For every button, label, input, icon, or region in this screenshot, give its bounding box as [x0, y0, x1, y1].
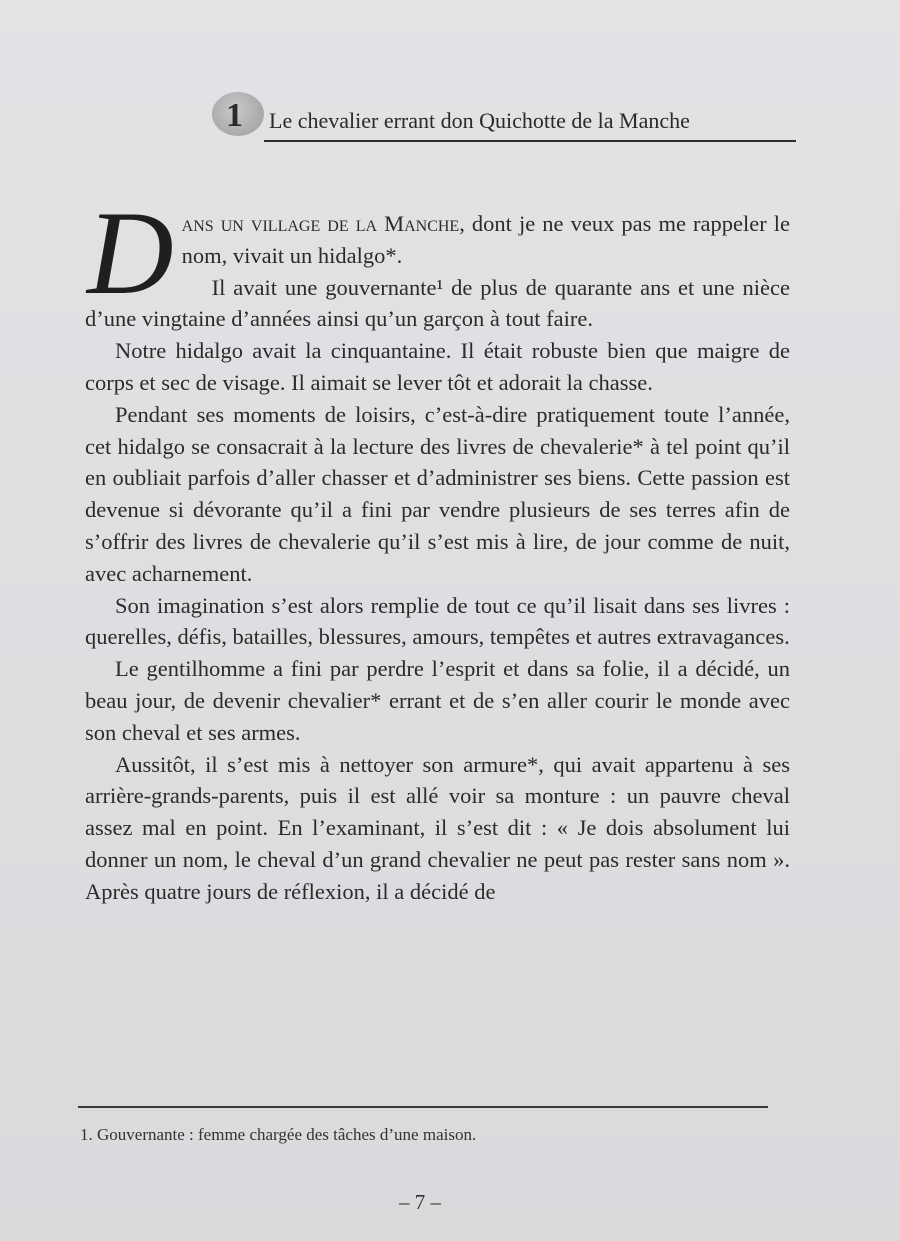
- header-rule: [264, 140, 796, 142]
- paragraph: Son imagination s’est alors remplie de tout ce qu’il lisait dans ses livres : querelles, défis, batailles, blessures, amours, tempêtes et autres extravagances.: [85, 592, 790, 650]
- paragraph-1-text: dont je ne veux pas me rappeler le nom, vivait un hidalgo*.: [181, 211, 790, 268]
- chapter-body: [85, 186, 790, 908]
- paragraph: Notre hidalgo avait la cinquantaine. Il était robuste bien que maigre de corps et sec de visage. Il aimait se lever tôt et adorait la chasse.: [85, 338, 790, 395]
- paragraph: Pendant ses moments de loisirs, c’est-à-dire pratiquement toute l’année, cet hidalgo se consacrait à la lecture des livres de chevalerie* à tel point qu’il en oubliait parfois d’aller chasser et d’administrer ses biens. Cette passion est devenue si dévorante qu’il a fini par vendre plusieurs de ses terres afin de s’offrir des livres de chevalerie qu’il s’est mis à lire, de jour comme de nuit, avec acharnement.: [85, 401, 790, 586]
- paragraph: Il avait une gouvernante¹ de plus de quarante ans et une nièce d’une vingtaine d’années ainsi qu’un garçon à tout faire.: [85, 274, 790, 332]
- opening-small-caps: ans un village de la Manche,: [181, 211, 465, 236]
- chapter-number: 1: [226, 97, 243, 134]
- chapter-header: [212, 86, 796, 142]
- footnote-rule: [78, 1106, 768, 1108]
- chapter-title: Le chevalier errant don Quichotte de la Manche: [269, 108, 690, 133]
- chapter-number-badge: [212, 92, 264, 136]
- paragraph: Le gentilhomme a fini par perdre l’esprit et dans sa folie, il a décidé, un beau jour, de devenir chevalier* errant et de s’en aller courir le monde avec son cheval et ses armes.: [85, 656, 790, 745]
- drop-cap: D: [87, 186, 174, 319]
- page-number: – 7 –: [399, 1190, 441, 1214]
- footnote: 1. Gouvernante : femme chargée des tâches d’une maison.: [80, 1125, 477, 1144]
- paragraph: Aussitôt, il s’est mis à nettoyer son armure*, qui avait appartenu à ses arrière-grands-parents, puis il est allé voir sa monture : un pauvre cheval assez mal en point. En l’examinant, il s’est dit : « Je dois absolument lui donner un nom, le cheval d’un grand chevalier ne peut pas rester sans nom ». Après quatre jours de réflexion, il a décidé de: [85, 751, 790, 904]
